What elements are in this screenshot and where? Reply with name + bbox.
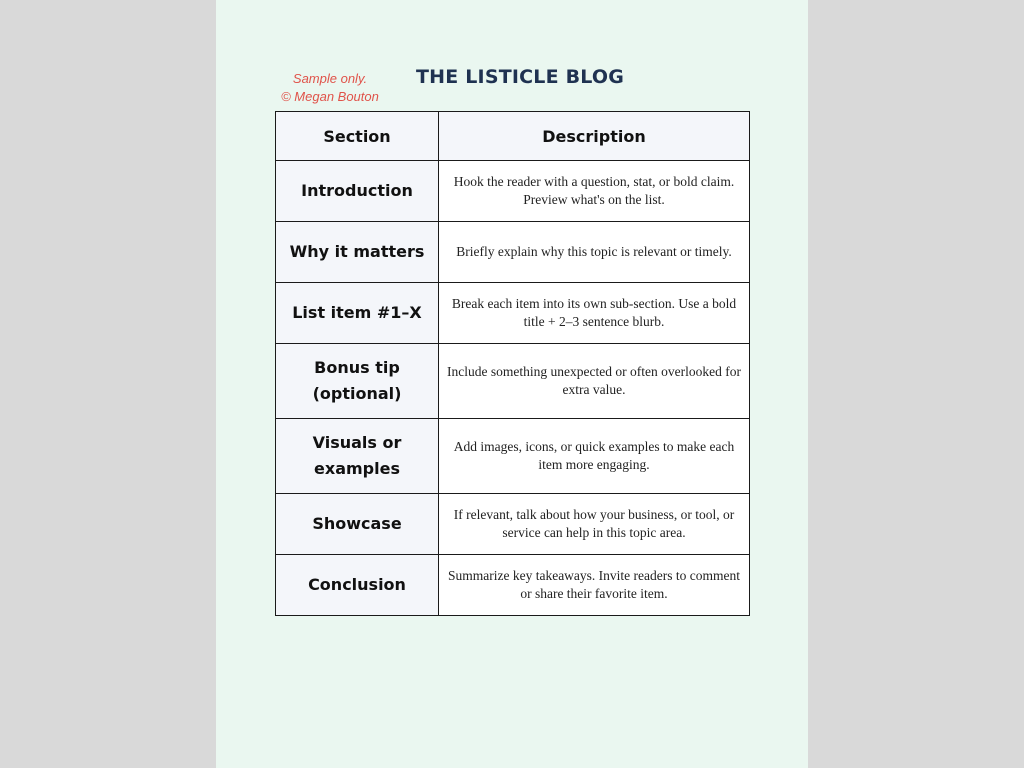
watermark-line-2: © Megan Bouton xyxy=(281,89,379,104)
table-row xyxy=(276,419,750,494)
row-description: Include something unexpected or often overlooked for extra value. xyxy=(439,344,750,419)
row-section: Introduction xyxy=(276,161,439,222)
row-description: Add images, icons, or quick examples to make each item more engaging. xyxy=(439,419,750,494)
table-row xyxy=(276,494,750,555)
row-description: Break each item into its own sub-section. Use a bold title + 2–3 sentence blurb. xyxy=(439,283,750,344)
row-section: Visuals or examples xyxy=(276,419,439,494)
row-section: Conclusion xyxy=(276,555,439,616)
sample-watermark xyxy=(274,70,386,106)
table-row xyxy=(276,555,750,616)
row-section: List item #1–X xyxy=(276,283,439,344)
table-row xyxy=(276,283,750,344)
row-section: Why it matters xyxy=(276,222,439,283)
header-section: Section xyxy=(276,112,439,161)
table-header-row xyxy=(276,112,750,161)
row-section: Showcase xyxy=(276,494,439,555)
row-description: Summarize key takeaways. Invite readers to comment or share their favorite item. xyxy=(439,555,750,616)
document-page xyxy=(216,0,808,768)
row-description: Briefly explain why this topic is relevant or timely. xyxy=(439,222,750,283)
page-title: THE LISTICLE BLOG xyxy=(416,66,625,88)
watermark-line-1: Sample only. xyxy=(292,71,368,86)
table-row xyxy=(276,344,750,419)
row-description: Hook the reader with a question, stat, or bold claim. Preview what's on the list. xyxy=(439,161,750,222)
table-row xyxy=(276,222,750,283)
blog-structure-table xyxy=(275,111,750,616)
row-section: Bonus tip (optional) xyxy=(276,344,439,419)
header-description: Description xyxy=(439,112,750,161)
table-row xyxy=(276,161,750,222)
row-description: If relevant, talk about how your business, or tool, or service can help in this topic area. xyxy=(439,494,750,555)
